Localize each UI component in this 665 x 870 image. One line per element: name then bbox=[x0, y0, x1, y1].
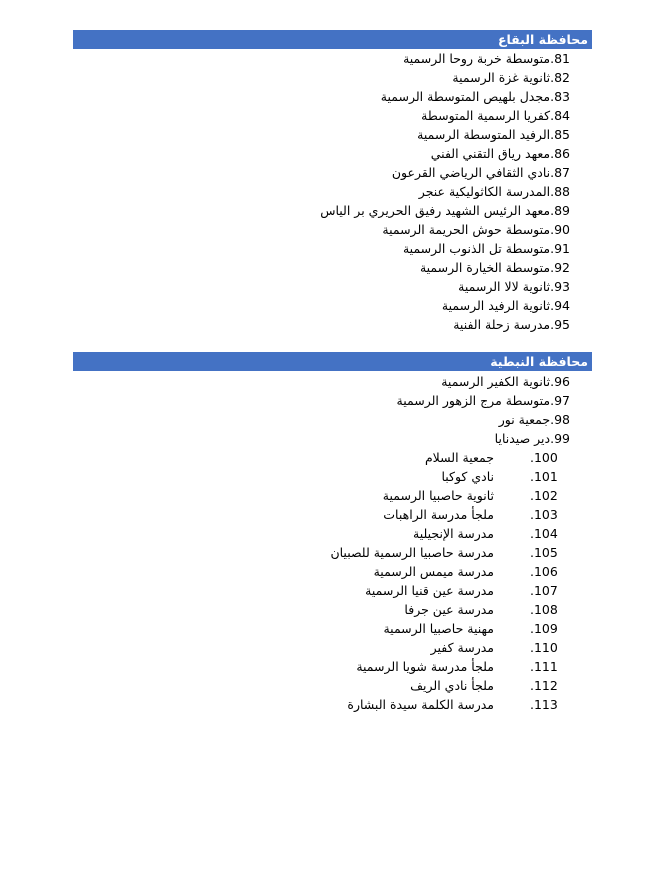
item-number: .104 bbox=[530, 526, 558, 541]
item-text: نادي كوكبا bbox=[441, 469, 494, 484]
item-number: .109 bbox=[530, 621, 558, 636]
item-number: .107 bbox=[530, 583, 558, 598]
item-text: مدرسة الإنجيلية bbox=[413, 526, 494, 541]
item-number: 96. bbox=[550, 374, 570, 389]
item-text: ثانوية لالا الرسمية bbox=[458, 279, 551, 294]
list-item bbox=[170, 410, 570, 429]
item-text: مهنية حاصبيا الرسمية bbox=[383, 621, 494, 636]
item-text: متوسطة خربة روحا الرسمية bbox=[403, 51, 551, 66]
list-item bbox=[170, 467, 570, 486]
list-item bbox=[170, 182, 570, 201]
list-item bbox=[170, 239, 570, 258]
list-item bbox=[170, 429, 570, 448]
item-number: 97. bbox=[550, 393, 570, 408]
item-text: متوسطة مرج الزهور الرسمية bbox=[396, 393, 551, 408]
list-item bbox=[170, 524, 570, 543]
item-number: 82. bbox=[550, 70, 570, 85]
item-number: .105 bbox=[530, 545, 558, 560]
list-item bbox=[170, 619, 570, 638]
list-item bbox=[170, 49, 570, 68]
item-number: 86. bbox=[550, 146, 570, 161]
item-number: 94. bbox=[550, 298, 570, 313]
item-text: مدرسة كفير bbox=[430, 640, 494, 655]
item-text: متوسطة الخيارة الرسمية bbox=[419, 260, 551, 275]
list-item bbox=[170, 638, 570, 657]
item-text: مدرسة ميمس الرسمية bbox=[373, 564, 494, 579]
item-number: 90. bbox=[550, 222, 570, 237]
item-text: مدرسة عين قنيا الرسمية bbox=[365, 583, 494, 598]
item-number: 81. bbox=[550, 51, 570, 66]
list-item bbox=[170, 676, 570, 695]
list-item bbox=[170, 600, 570, 619]
list-item bbox=[170, 657, 570, 676]
item-number: 83. bbox=[550, 89, 570, 104]
item-number: .106 bbox=[530, 564, 558, 579]
list-item bbox=[170, 296, 570, 315]
item-text: ثانوية الكفير الرسمية bbox=[441, 374, 551, 389]
list-item bbox=[170, 258, 570, 277]
list-item bbox=[170, 391, 570, 410]
item-number: 92. bbox=[550, 260, 570, 275]
list-item bbox=[170, 220, 570, 239]
item-text: مجدل بلهيص المتوسطة الرسمية bbox=[380, 89, 551, 104]
item-text: ثانوية حاصبيا الرسمية bbox=[382, 488, 494, 503]
item-number: .113 bbox=[530, 697, 558, 712]
section-header-nabatieh: محافظة النبطية bbox=[73, 352, 592, 371]
item-number: .112 bbox=[530, 678, 558, 693]
item-number: .101 bbox=[530, 469, 558, 484]
item-text: ثانوية غزة الرسمية bbox=[452, 70, 551, 85]
item-text: كفريا الرسمية المتوسطة bbox=[421, 108, 551, 123]
list-item bbox=[170, 562, 570, 581]
list-item bbox=[170, 448, 570, 467]
item-text: معهد رياق التقني الفني bbox=[430, 146, 551, 161]
item-text: معهد الرئيس الشهيد رفيق الحريري بر الياس bbox=[320, 203, 551, 218]
list-item bbox=[170, 125, 570, 144]
item-number: 95. bbox=[550, 317, 570, 332]
item-number: .110 bbox=[530, 640, 558, 655]
item-number: .100 bbox=[530, 450, 558, 465]
item-number: 93. bbox=[550, 279, 570, 294]
list-item bbox=[170, 505, 570, 524]
item-number: .103 bbox=[530, 507, 558, 522]
list-item bbox=[170, 372, 570, 391]
item-text: مدرسة زحلة الفنية bbox=[453, 317, 551, 332]
list-item bbox=[170, 144, 570, 163]
item-text: نادي الثقافي الرياضي القرعون bbox=[391, 165, 551, 180]
list-item bbox=[170, 315, 570, 334]
list-item bbox=[170, 486, 570, 505]
bekaa-list bbox=[170, 49, 570, 334]
item-number: .111 bbox=[530, 659, 558, 674]
item-number: 84. bbox=[550, 108, 570, 123]
list-item bbox=[170, 201, 570, 220]
item-text: المدرسة الكاثوليكية عنجر bbox=[418, 184, 551, 199]
section-header-bekaa: محافظة البقاع bbox=[73, 30, 592, 49]
list-item bbox=[170, 163, 570, 182]
list-item bbox=[170, 87, 570, 106]
nabatieh-list bbox=[170, 372, 570, 448]
item-text: دير صيدنايا bbox=[494, 431, 551, 446]
item-text: جمعية السلام bbox=[424, 450, 494, 465]
item-text: جمعية نور bbox=[498, 412, 551, 427]
item-text: مدرسة حاصبيا الرسمية للصبيان bbox=[330, 545, 494, 560]
item-text: ثانوية الرفيد الرسمية bbox=[441, 298, 551, 313]
item-number: 85. bbox=[550, 127, 570, 142]
list-item bbox=[170, 543, 570, 562]
list-item bbox=[170, 68, 570, 87]
list-item bbox=[170, 581, 570, 600]
item-text: ملجأ مدرسة شويا الرسمية bbox=[356, 659, 494, 674]
item-text: متوسطة حوش الحريمة الرسمية bbox=[382, 222, 551, 237]
item-number: 89. bbox=[550, 203, 570, 218]
item-number: .108 bbox=[530, 602, 558, 617]
item-text: متوسطة تل الذنوب الرسمية bbox=[402, 241, 551, 256]
item-number: .102 bbox=[530, 488, 558, 503]
item-text: الرفيد المتوسطة الرسمية bbox=[417, 127, 551, 142]
item-number: 98. bbox=[550, 412, 570, 427]
list-item bbox=[170, 695, 570, 714]
item-number: 88. bbox=[550, 184, 570, 199]
item-number: 91. bbox=[550, 241, 570, 256]
list-item bbox=[170, 277, 570, 296]
item-text: ملجأ مدرسة الراهبات bbox=[383, 507, 494, 522]
item-text: مدرسة عين جرفا bbox=[404, 602, 494, 617]
item-number: 99. bbox=[550, 431, 570, 446]
item-text: ملجأ نادي الريف bbox=[410, 678, 494, 693]
nabatieh-numbered-list bbox=[170, 448, 570, 714]
list-item bbox=[170, 106, 570, 125]
item-number: 87. bbox=[550, 165, 570, 180]
item-text: مدرسة الكلمة سيدة البشارة bbox=[347, 697, 494, 712]
